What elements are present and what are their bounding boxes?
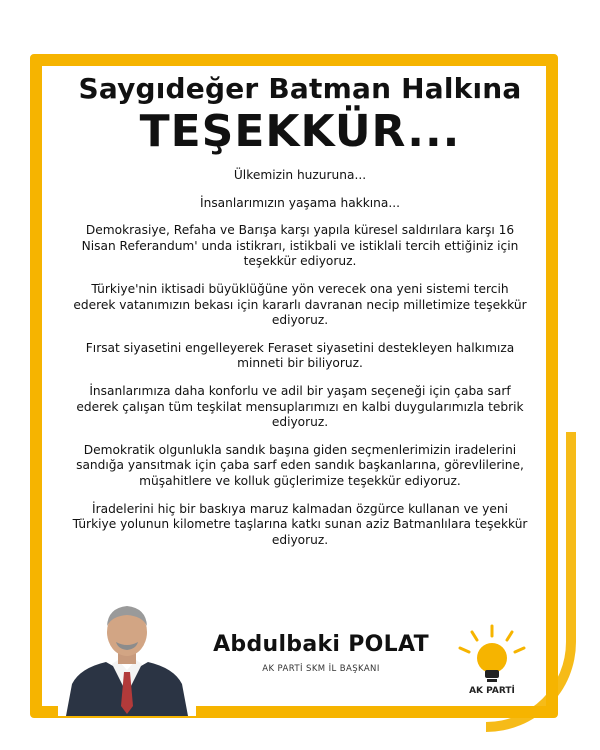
- message-body: [70, 168, 530, 560]
- signatory-name: Abdulbaki POLAT: [213, 632, 429, 657]
- paragraph-1: Ülkemizin huzuruna...: [233, 168, 367, 182]
- logo-label: AK PARTİ: [469, 686, 515, 696]
- paragraph-7: Demokratik olgunlukla sandık başına giden seçmenlerimizin iradelerini sandığa yansıtmak için çaba sarf eden sandık başkanlarına, görevlilerine, müşahitlere ve kolluk güçlerimize teşekkür ediyoruz.: [76, 442, 524, 488]
- portrait-illustration: [58, 596, 196, 716]
- portrait-photo: [58, 596, 196, 716]
- title-line-2: TEŞEKKÜR...: [139, 106, 461, 157]
- paragraph-8: İradelerini hiç bir baskıya maruz kalmadan özgürce kullanan ve yeni Türkiye yolunun kilometre taşlarına katkı sunan aziz Batmanlılara teşekkür ediyoruz.: [72, 501, 528, 547]
- signatory-role: AK PARTİ SKM İL BAŞKANI: [262, 664, 380, 674]
- paragraph-2: İnsanlarımızın yaşama hakkına...: [200, 195, 400, 210]
- title-line-1: Saygıdeğer Batman Halkına: [78, 72, 522, 105]
- paragraph-3: Demokrasiye, Refaha ve Barışa karşı yapıla küresel saldırılara karşı 16 Nisan Referandum' unda istikrarı, istikbali ve istiklali tercih ettiğiniz için teşekkür ediyoruz.: [81, 223, 519, 269]
- paragraph-6: İnsanlarımıza daha konforlu ve adil bir yaşam seçeneği için çaba sarf ederek çalışan tüm teşkilat mensuplarımızı en kalbi duygularımızla tebrik ediyoruz.: [76, 383, 524, 430]
- paragraph-4: Türkiye'nin iktisadi büyüklüğüne yön verecek ona yeni sistemi tercih ederek vatanımızın bekası için kararlı davranan necip milletimize teşekkür ediyoruz.: [73, 281, 527, 328]
- paragraph-5: Fırsat siyasetini engelleyerek Feraset siyasetini destekleyen halkımıza minneti bir biliyoruz.: [85, 340, 515, 371]
